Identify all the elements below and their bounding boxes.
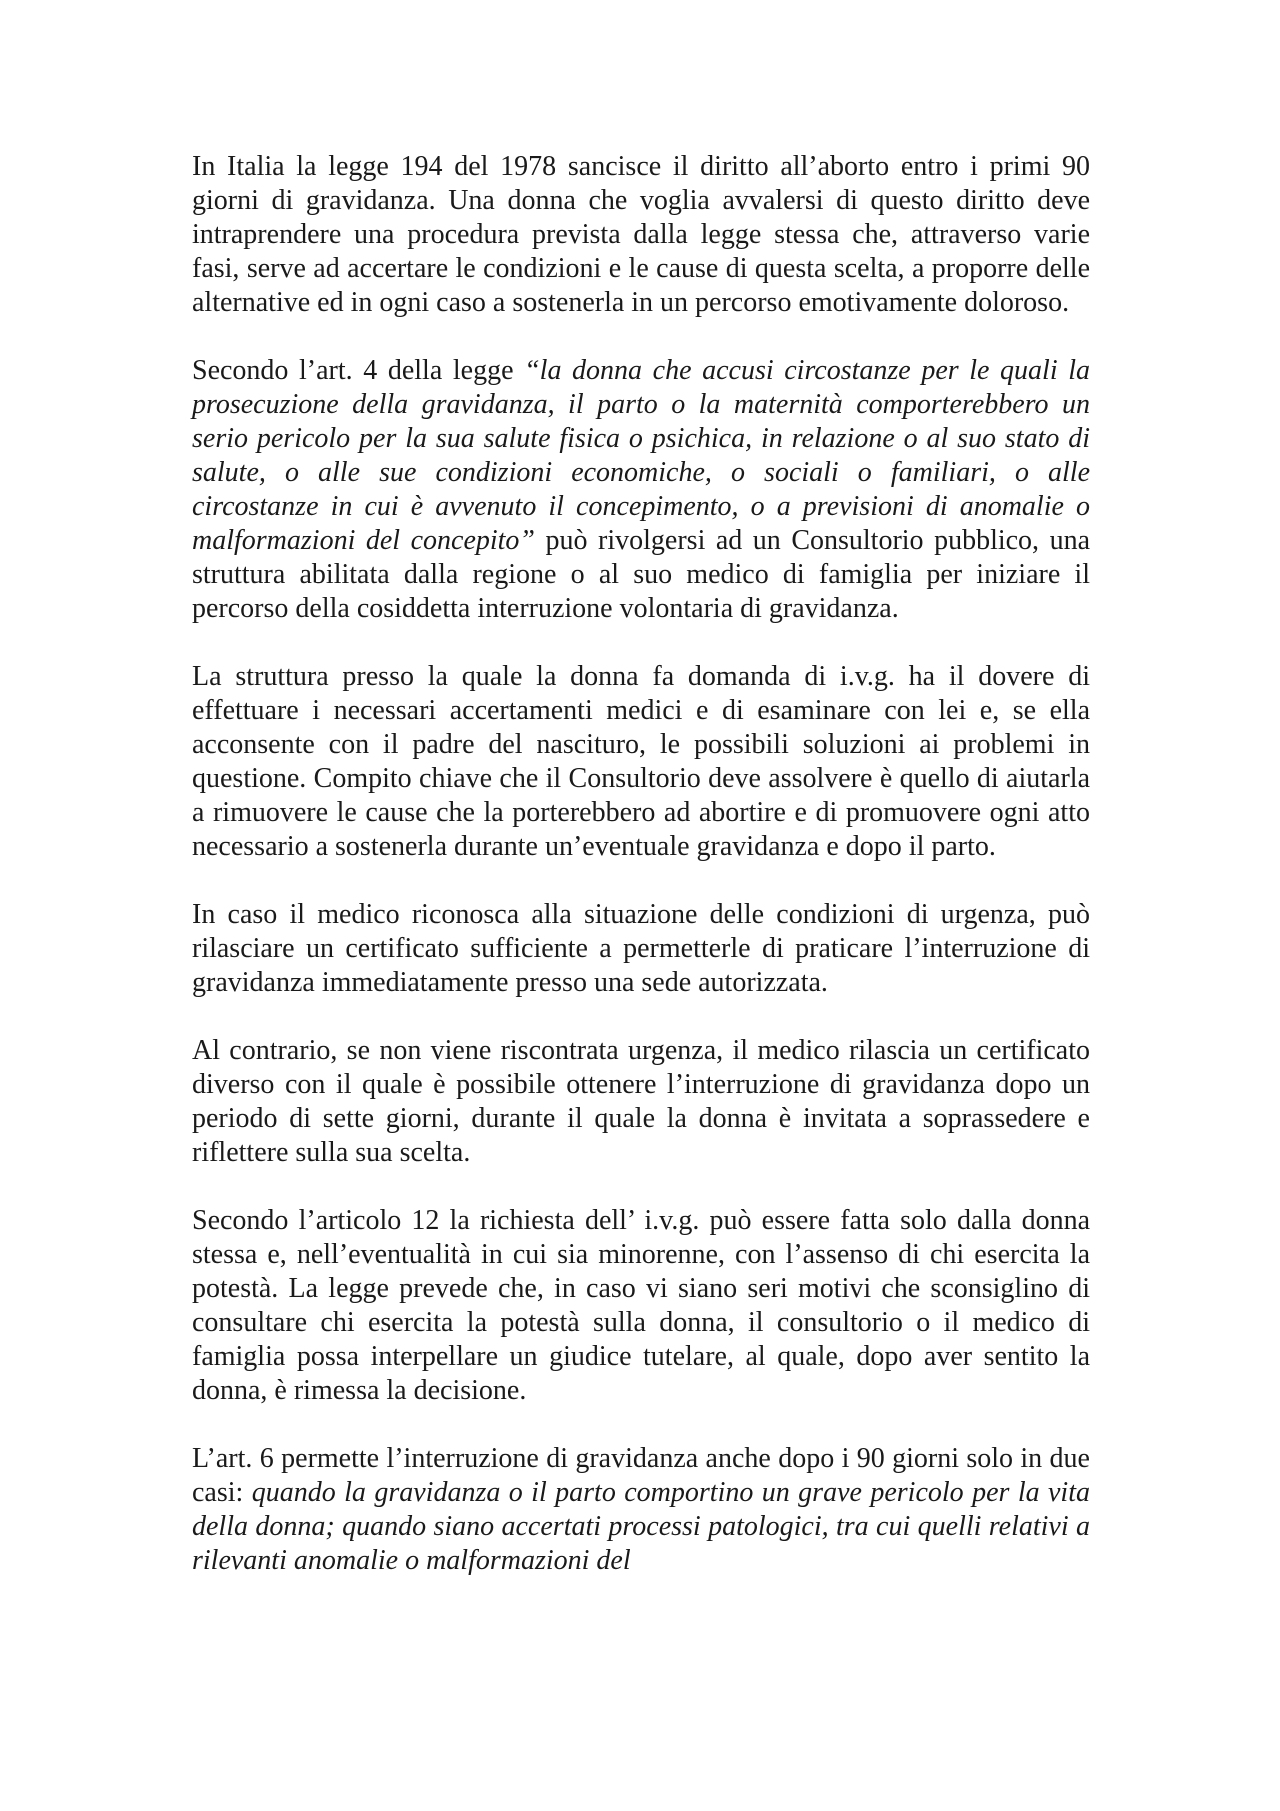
paragraph-articolo-12: Secondo l’articolo 12 la richiesta dell’ i.v.g. può essere fatta solo dalla donna stessa e, nell’eventualità in cui sia minorenne, con l’assenso di chi esercita la potestà. La legge prevede che, in caso vi siano seri motivi che sconsiglino di consultare chi esercita la potestà sulla donna, il consultorio o il medico di famiglia possa interpellare un giudice tutelare, al quale, dopo aver sentito la donna, è rimessa la decisione.	[192, 1205, 1090, 1406]
paragraph-art-6	[192, 1442, 1090, 1578]
paragraph-art-4-quote: “la donna che accusi circostanze per le quali la prosecuzione della gravidanza, il parto o la maternità comporterebbero un serio pericolo per la sua salute fisica o psichica, in relazione o al suo stato di salute, o alle sue condizioni economiche, o sociali o familiari, o alle circostanze in cui è avvenuto il concepimento, o a previsioni di anomalie o malformazioni del concepito”	[192, 355, 1090, 556]
paragraph-art-4-outro: può rivolgersi ad un Consultorio pubblico, una struttura abilitata dalla regione o al suo medico di famiglia per iniziare il percorso della cosiddetta interruzione volontaria di gravidanza.	[192, 525, 1090, 624]
paragraph-al-contrario: Al contrario, se non viene riscontrata urgenza, il medico rilascia un certificato diverso con il quale è possibile ottenere l’interruzione di gravidanza dopo un periodo di sette giorni, durante il quale la donna è invitata a soprassedere e riflettere sulla sua scelta.	[192, 1035, 1090, 1168]
paragraph-struttura: La struttura presso la quale la donna fa domanda di i.v.g. ha il dovere di effettuare i necessari accertamenti medici e di esaminare con lei e, se ella acconsente con il padre del nascituro, le possibili soluzioni ai problemi in questione. Compito chiave che il Consultorio deve assolvere è quello di aiutarla a rimuovere le cause che la porterebbero ad abortire e di promuovere ogni atto necessario a sostenerla durante un’eventuale gravidanza e dopo il parto.	[192, 661, 1090, 862]
paragraph-art-4	[192, 354, 1090, 626]
paragraph-urgenza: In caso il medico riconosca alla situazione delle condizioni di urgenza, può rilasciare un certificato sufficiente a permetterle di praticare l’interruzione di gravidanza immediatamente presso una sede autorizzata.	[192, 899, 1090, 998]
document-body	[192, 150, 1090, 1578]
paragraph-art-6-cases: quando la gravidanza o il parto comportino un grave pericolo per la vita della donna; quando siano accertati processi patologici, tra cui quelli relativi a rilevanti anomalie o malformazioni del	[192, 1477, 1090, 1576]
paragraph-art-6-intro: L’art. 6 permette l’interruzione di gravidanza anche dopo i 90 giorni solo in due casi:	[192, 1443, 1090, 1508]
paragraph-legge-194: In Italia la legge 194 del 1978 sancisce il diritto all’aborto entro i primi 90 giorni di gravidanza. Una donna che voglia avvalersi di questo diritto deve intraprendere una procedura prevista dalla legge stessa che, attraverso varie fasi, serve ad accertare le condizioni e le cause di questa scelta, a proporre delle alternative ed in ogni caso a sostenerla in un percorso emotivamente doloroso.	[192, 151, 1090, 318]
paragraph-art-4-intro: Secondo l’art. 4 della legge	[192, 355, 525, 386]
